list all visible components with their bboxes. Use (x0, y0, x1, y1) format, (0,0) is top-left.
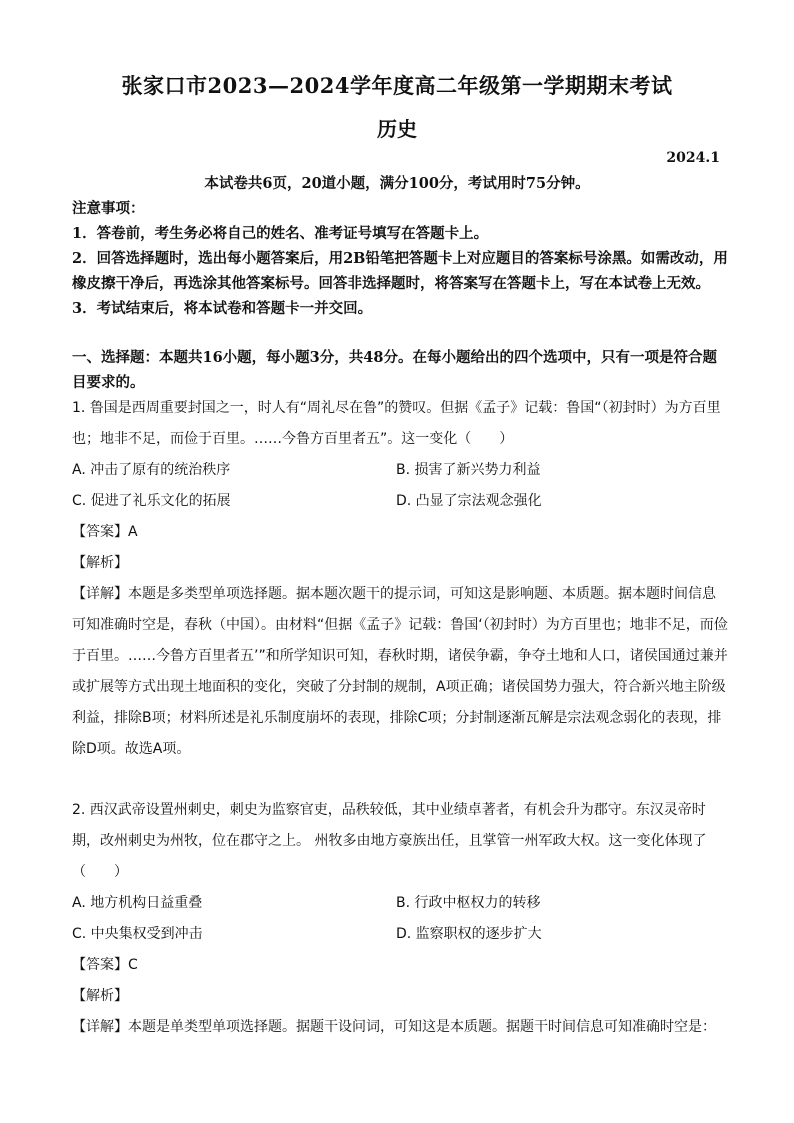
option-c: C. 促进了礼乐文化的拓展 (72, 493, 231, 509)
question-1 (72, 393, 728, 765)
option-row (72, 486, 728, 517)
option-b: B. 行政中枢权力的转移 (396, 895, 541, 911)
section-heading: 一、选择题：本题共16小题，每小题3分，共48分。在每小题给出的四个选项中，只有一项是符合题目要求的。 (72, 349, 717, 391)
question-stem: 1. 鲁国是西周重要封国之一，时人有“周礼尽在鲁”的赞叹。但据《孟子》记载：鲁国“（初封时）为方百里也；地非不足，而俭于百里。……今鲁方百里者五”。这一变化（ ） (72, 400, 721, 447)
option-row (72, 455, 728, 486)
analysis-label: 【解析】 (72, 555, 128, 571)
notes-item: 1．答卷前，考生务必将自己的姓名、准考证号填写在答题卡上。 (72, 225, 489, 242)
notes-item: 2．回答选择题时，选出每小题答案后，用2B铅笔把答题卡上对应题目的答案标号涂黑。如需改动，用橡皮擦干净后，再选涂其他答案标号。回答非选择题时，将答案写在答题卡上，写在本试卷上无效。 (72, 250, 728, 292)
exam-title: 张家口市2023—2024学年度高二年级第一学期期末考试 (121, 73, 673, 98)
answer-label: 【答案】A (72, 524, 138, 540)
option-d: D. 凸显了宗法观念强化 (396, 493, 542, 509)
analysis-label: 【解析】 (72, 988, 128, 1004)
option-c: C. 中央集权受到冲击 (72, 926, 203, 942)
exam-date: 2024.1 (666, 150, 720, 166)
exam-info: 本试卷共6页，20道小题，满分100分，考试用时75分钟。 (204, 175, 590, 192)
option-row (72, 919, 728, 950)
option-row (72, 888, 728, 919)
notes-block (72, 196, 728, 321)
question-2 (72, 795, 728, 1043)
notes-heading: 注意事项： (72, 200, 145, 217)
notes-item: 3．考试结束后，将本试卷和答题卡一并交回。 (72, 300, 373, 317)
exam-subject: 历史 (377, 117, 417, 141)
option-b: B. 损害了新兴势力利益 (396, 462, 541, 478)
option-a: A. 冲击了原有的统治秩序 (72, 462, 231, 478)
option-a: A. 地方机构日益重叠 (72, 895, 203, 911)
answer-label: 【答案】C (72, 957, 138, 973)
detail-text: 【详解】本题是单类型单项选择题。据题干设问词，可知这是本质题。据题干时间信息可知准确时空是： (72, 1019, 716, 1035)
option-d: D. 监察职权的逐步扩大 (396, 926, 542, 942)
detail-text: 【详解】本题是多类型单项选择题。据本题次题干的提示词，可知这是影响题、本质题。据本题时间信息可知准确时空是，春秋（中国）。由材料“但据《孟子》记载：鲁国‘（初封时）为方百里也；地非不足，而俭于百里。……今鲁方百里者五’”和所学知识可知，春秋时期，诸侯争霸，争夺土地和人口，诸侯国通过兼并或扩展等方式出现土地面积的变化，突破了分封制的规制，A项正确；诸侯国势力强大，符合新兴地主阶级利益，排除B项；材料所述是礼乐制度崩坏的表现，排除C项；分封制逐渐瓦解是宗法观念弱化的表现，排除D项。故选A项。 (72, 586, 728, 757)
question-stem: 2. 西汉武帝设置州刺史，刺史为监察官吏，品秩较低，其中业绩卓著者，有机会升为郡守。东汉灵帝时期，改州刺史为州牧，位在郡守之上。 州牧多由地方豪族出任，且掌管一州军政大权。这一变化体现了（ ） (72, 802, 707, 880)
